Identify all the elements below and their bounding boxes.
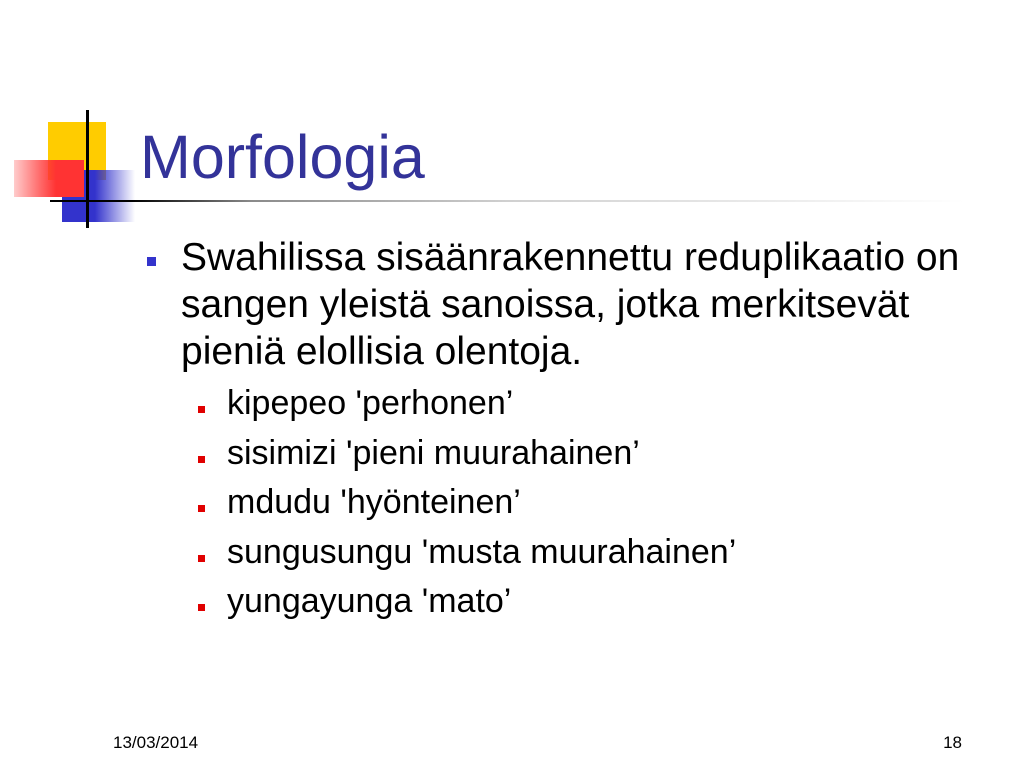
sub-bullet-item [198,379,736,429]
square-bullet-icon [198,456,205,463]
title-decoration [0,0,1024,240]
square-bullet-icon [198,505,205,512]
bullet-text: Swahilissa sisäänrakennettu reduplikaatio on sangen yleistä sanoissa, jotka merkitsevät pieniä elollisia olentoja. [181,236,960,373]
square-bullet-icon [198,406,205,413]
square-bullet-icon [198,604,205,611]
footer-date: 13/03/2014 [113,733,199,752]
sub-bullet-text: kipepeo 'perhonen’ [227,384,514,422]
title-underline [50,200,965,202]
sub-bullet-text: sisimizi 'pieni muurahainen’ [227,433,640,472]
sub-bullet-item [198,429,736,479]
vertical-rule [86,110,89,228]
sub-bullet-text: mdudu 'hyönteinen’ [227,483,521,521]
square-bullet-icon [198,555,205,562]
red-bar [14,160,84,197]
sub-bullet-item [198,577,736,627]
slide-number: 18 [943,733,962,752]
sub-bullet-item [198,478,736,528]
sub-bullet-list [198,379,736,627]
sub-bullet-item [198,528,736,578]
slide-title: Morfologia [140,123,425,191]
square-bullet-icon [147,257,156,266]
sub-bullet-text: sungusungu 'musta muurahainen’ [227,532,737,571]
sub-bullet-text: yungayunga 'mato’ [227,582,512,620]
